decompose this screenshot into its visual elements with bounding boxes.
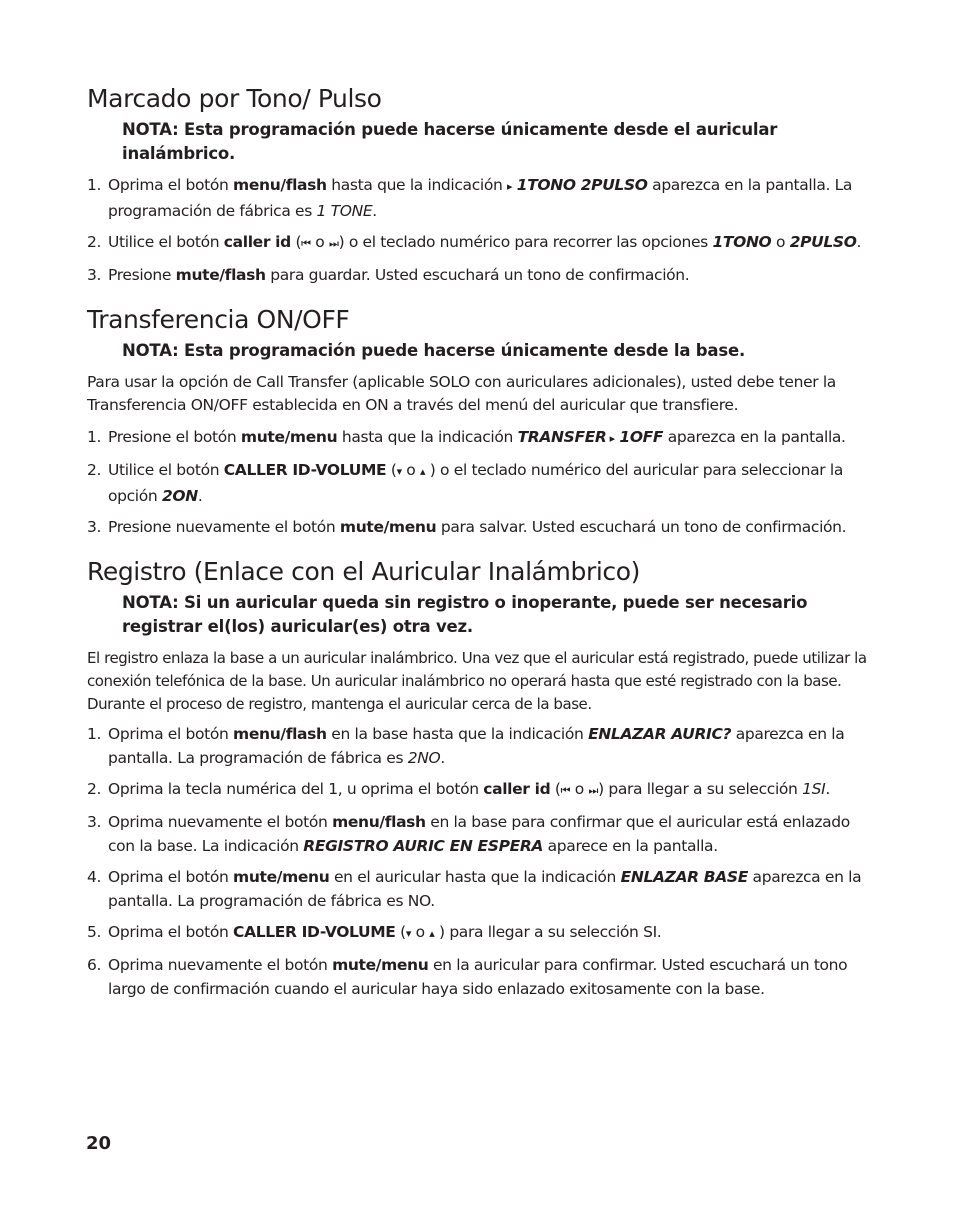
arrow-down-icon: ▾ — [396, 465, 402, 478]
skip-back-icon: ⏮ — [301, 237, 311, 250]
list-item: 6. Oprima nuevamente el botón mute/menu en la auricular para confirmar. Usted escuchará un tono largo de confirmación cuando el auricular haya sido enlazado exitosamente con la base. — [87, 956, 848, 998]
section-title-tono-pulso: Marcado por Tono/ Pulso — [87, 84, 382, 113]
skip-forward-icon: ⏭ — [588, 784, 599, 797]
arrow-up-icon: ▴ — [429, 927, 435, 940]
steps-tono-pulso — [87, 173, 869, 287]
skip-forward-icon: ⏭ — [329, 237, 339, 250]
list-item: 1. Oprima el botón menu/flash en la base hasta que la indicación ENLAZAR AURIC? aparezca en la pantalla. La programación de fábrica es 2NO. — [87, 725, 845, 767]
list-item: 3. Presione nuevamente el botón mute/menu para salvar. Usted escuchará un tono de confirmación. — [87, 518, 847, 536]
arrow-down-icon: ▾ — [405, 927, 411, 940]
arrow-right-icon: ▸ — [606, 432, 615, 445]
list-item: 2. Utilice el botón CALLER ID-VOLUME (▾ o ▴ ) o el teclado numérico del auricular para seleccionar la opción 2ON. — [87, 461, 843, 505]
list-item: 2. Utilice el botón caller id (⏮ o ⏭) o el teclado numérico para recorrer las opciones 1TONO o 2PULSO. — [87, 233, 862, 251]
note-tono-pulso: NOTA: Esta programación puede hacerse únicamente desde el auricular inalámbrico. — [122, 120, 778, 163]
list-item: 3. Presione mute/flash para guardar. Usted escuchará un tono de confirmación. — [87, 266, 690, 284]
list-item: 3. Oprima nuevamente el botón menu/flash en la base para confirmar que el auricular está enlazado con la base. La indicación REGISTRO AURIC EN ESPERA aparece en la pantalla. — [87, 813, 850, 855]
paragraph-registro: El registro enlaza la base a un auricular inalámbrico. Una vez que el auricular está registrado, puede utilizar la conexión telefónica de la base. Un auricular inalámbrico no operará hasta que esté registrado con la base. Durante el proceso de registro, mantenga el auricular cerca de la base. — [87, 649, 867, 713]
paragraph-transferencia: Para usar la opción de Call Transfer (aplicable SOLO con auriculares adicionales), usted debe tener la Transferencia ON/OFF establecida en ON a través del menú del auricular que transfiere. — [87, 373, 836, 414]
note-registro: NOTA: Si un auricular queda sin registro o inoperante, puede ser necesario registrar el(los) auricular(es) otra vez. — [122, 593, 808, 636]
list-item: 5. Oprima el botón CALLER ID-VOLUME (▾ o ▴ ) para llegar a su selección SI. — [87, 923, 662, 941]
steps-transferencia — [87, 425, 869, 539]
arrow-up-icon: ▴ — [420, 465, 426, 478]
note-transferencia: NOTA: Esta programación puede hacerse únicamente desde la base. — [122, 341, 746, 360]
steps-registro — [87, 722, 869, 1001]
list-item: 2. Oprima la tecla numérica del 1, u oprima el botón caller id (⏮ o ⏭) para llegar a su selección 1SI. — [87, 780, 830, 798]
arrow-right-icon: ▸ — [507, 180, 513, 193]
section-title-registro: Registro (Enlace con el Auricular Inalámbrico) — [87, 557, 640, 586]
list-item: 1. Presione el botón mute/menu hasta que la indicación TRANSFER ▸ 1OFF aparezca en la pantalla. — [87, 428, 846, 446]
page-number: 20 — [86, 1133, 112, 1154]
skip-back-icon: ⏮ — [560, 784, 571, 797]
list-item: 4. Oprima el botón mute/menu en el auricular hasta que la indicación ENLAZAR BASE aparezca en la pantalla. La programación de fábrica es NO. — [87, 868, 862, 910]
section-title-transferencia: Transferencia ON/OFF — [87, 305, 350, 334]
list-item: 1. Oprima el botón menu/flash hasta que la indicación ▸ 1TONO 2PULSO aparezca en la pantalla. La programación de fábrica es 1 TONE. — [87, 176, 853, 220]
manual-page — [87, 82, 869, 1001]
